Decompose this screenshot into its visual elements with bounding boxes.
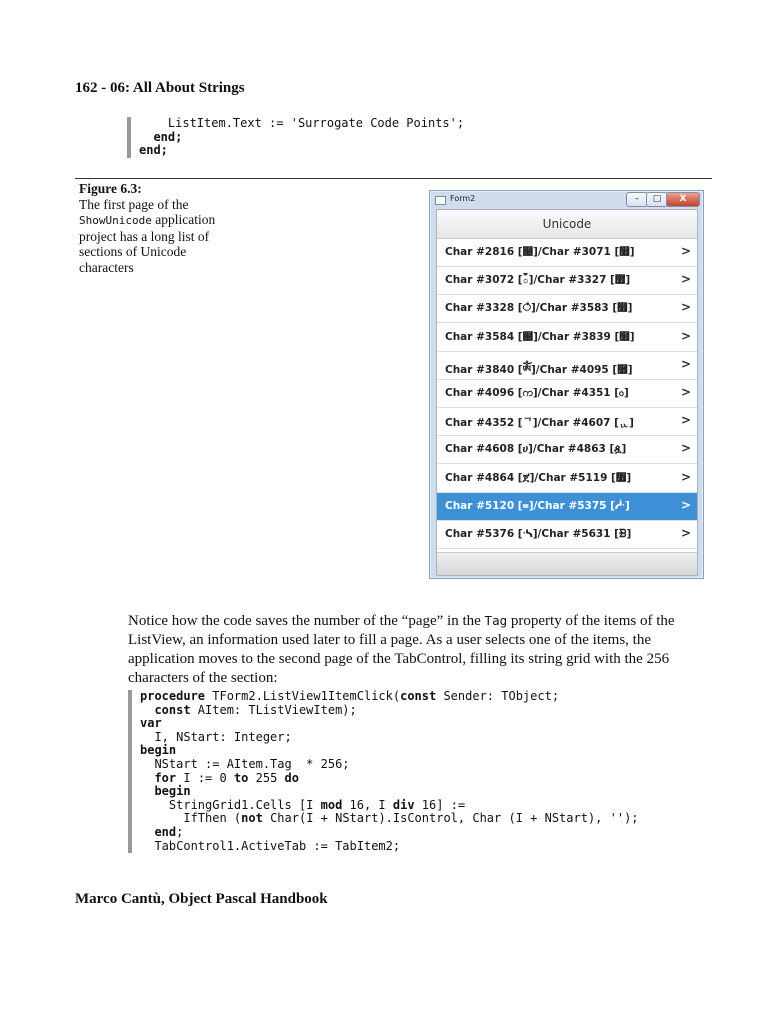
code-keyword: const — [154, 702, 191, 717]
code-line: ListItem.Text := 'Surrogate Code Points'; — [139, 116, 465, 130]
code-text: StringGrid1.Cells [I — [140, 797, 321, 812]
code-text: Sender: TObject; — [436, 689, 560, 703]
figure-caption-text: The first page of the — [79, 196, 189, 212]
code-text: AItem: TListViewItem); — [190, 702, 357, 717]
code-text: TForm2.ListView1ItemClick( — [205, 689, 401, 703]
code-line — [140, 717, 639, 731]
code-keyword: not — [241, 811, 263, 826]
section-divider — [75, 178, 712, 179]
figure-caption — [79, 181, 229, 275]
list-item[interactable] — [437, 324, 697, 352]
chevron-right-icon: > — [681, 413, 692, 428]
close-button[interactable]: X — [666, 192, 700, 207]
list-item-label: Char #5120 [᐀]/Char #5375 [ᓿ] — [445, 499, 630, 512]
list-item-label: Char #3584 [฀]/Char #3839 [໿] — [445, 330, 635, 343]
list-item-label: Char #4352 [ᄀ]/Char #4607 [ᇿ] — [445, 417, 634, 430]
list-item[interactable] — [437, 380, 697, 408]
chevron-right-icon: > — [681, 244, 692, 258]
code-text: TabControl1.ActiveTab := TabItem2; — [140, 838, 401, 853]
code-text — [140, 703, 154, 717]
maximize-button[interactable]: □ — [646, 192, 668, 207]
app-icon — [435, 196, 446, 205]
code-keyword: to — [233, 770, 249, 785]
list-item[interactable] — [437, 521, 697, 549]
list-item-label: Char #2816 [଀]/Char #3071 [௿] — [445, 246, 635, 258]
list-item[interactable] — [437, 436, 697, 464]
list-item-label: Char #3328 [ഀ]/Char #3583 [෿] — [445, 302, 633, 315]
code-snippet-top — [127, 117, 464, 158]
paragraph-text: property of the items of the ListView, an information used later to fill a page. As a user selects one of the items, the application moves to the second page of the TabControl, filling its string grid with the 256 characters of the section: — [128, 613, 675, 686]
list-item-label: Char #5376 [ᔀ]/Char #5631 [ᗿ] — [445, 528, 632, 540]
list-view-header: Unicode — [437, 210, 697, 239]
code-text: I := 0 — [176, 770, 234, 785]
app-window — [429, 190, 704, 579]
chevron-right-icon: > — [681, 497, 692, 512]
code-text — [140, 784, 154, 798]
list-item[interactable] — [437, 295, 697, 323]
code-line — [140, 826, 639, 840]
code-line — [140, 744, 639, 758]
code-text: NStart := AItem.Tag * 256; — [140, 756, 350, 771]
body-paragraph — [128, 611, 713, 688]
code-line: end; — [139, 143, 168, 158]
code-text: I, NStart: Integer; — [140, 729, 292, 744]
paragraph-code: Tag — [484, 613, 508, 628]
window-titlebar[interactable] — [430, 191, 703, 209]
code-line: end; — [139, 129, 183, 144]
code-keyword: begin — [154, 784, 191, 799]
minimize-button[interactable]: – — [626, 192, 648, 207]
chevron-right-icon: > — [681, 328, 692, 343]
page-footer: Marco Cantù, Object Pascal Handbook — [75, 891, 328, 907]
list-item-label: Char #4096 [က]/Char #4351 [ჿ] — [445, 387, 629, 399]
code-keyword: var — [140, 716, 162, 731]
chevron-right-icon: > — [681, 469, 692, 484]
chevron-right-icon: > — [681, 526, 692, 540]
page-header: 162 - 06: All About Strings — [75, 80, 245, 96]
list-item[interactable] — [437, 239, 697, 267]
chevron-right-icon: > — [681, 356, 692, 371]
figure-caption-code: ShowUnicode — [79, 214, 152, 227]
code-text: Char(I + NStart).IsControl, Char (I + NStart), ''); — [262, 811, 639, 826]
code-line — [140, 772, 639, 786]
code-text: IfThen ( — [140, 811, 242, 826]
code-keyword: const — [400, 689, 437, 703]
code-keyword: procedure — [140, 689, 206, 703]
code-line — [140, 758, 639, 772]
list-item-label: Char #3072 [ఀ]/Char #3327 [೿] — [445, 274, 631, 287]
code-snippet-main — [128, 690, 639, 853]
list-item[interactable] — [437, 465, 697, 493]
code-keyword: mod — [320, 797, 343, 812]
code-text — [140, 771, 154, 785]
code-text: ; — [176, 824, 184, 839]
list-item-label: Char #3840 [ༀ]/Char #4095 [࿿] — [445, 363, 633, 376]
list-view — [436, 209, 698, 576]
code-line — [140, 812, 639, 826]
code-line — [140, 785, 639, 799]
figure-caption-text: application project has a long list of sections of Unicode characters — [79, 212, 216, 275]
code-keyword: end — [154, 824, 177, 839]
list-item[interactable] — [437, 493, 697, 521]
code-text: 255 — [248, 770, 285, 785]
chevron-right-icon: > — [681, 272, 692, 287]
list-view-footer — [437, 552, 697, 576]
code-text: 16] := — [414, 797, 466, 812]
code-line — [140, 840, 639, 854]
code-line — [140, 799, 639, 813]
code-keyword: do — [284, 770, 299, 785]
chevron-right-icon: > — [681, 300, 692, 315]
chevron-right-icon: > — [681, 385, 692, 399]
list-item-label: Char #4864 [ጀ]/Char #5119 [᏿] — [445, 471, 632, 484]
list-item[interactable] — [437, 352, 697, 380]
figure-caption-title: Figure 6.3: — [79, 181, 142, 196]
code-keyword: for — [154, 770, 177, 785]
code-text — [140, 825, 154, 839]
code-line — [140, 704, 639, 718]
list-item[interactable] — [437, 408, 697, 436]
list-item-label: Char #4608 [ሀ]/Char #4863 [ዿ] — [445, 443, 627, 456]
window-title: Form2 — [450, 194, 476, 203]
chevron-right-icon: > — [681, 441, 692, 456]
code-keyword: begin — [140, 743, 177, 758]
code-line — [140, 690, 639, 704]
code-keyword: div — [392, 797, 415, 812]
list-item[interactable] — [437, 267, 697, 295]
code-text: 16, I — [342, 797, 393, 812]
code-line — [140, 731, 639, 745]
paragraph-text: Notice how the code saves the number of the “page” in the — [128, 613, 485, 629]
